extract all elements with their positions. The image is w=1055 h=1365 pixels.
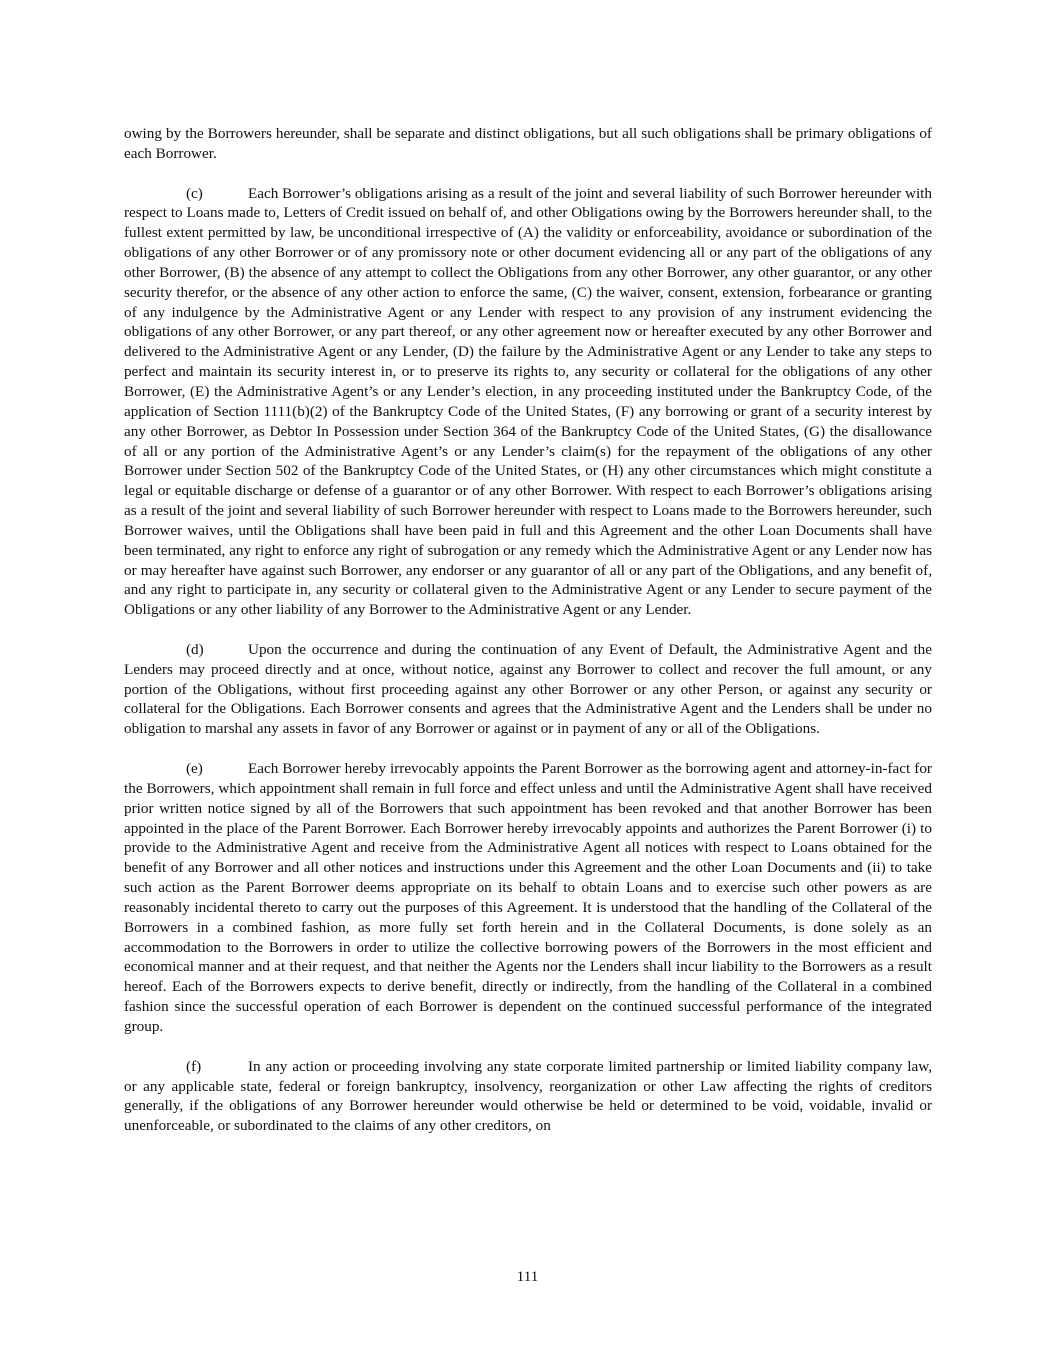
paragraph-text: In any action or proceeding involving any state corporate limited partnership or limited liability company law, or any applicable state, federal or foreign bankruptcy, insolvency, reorganization or other Law affecting the rights of creditors generally, if the obligations of any Borrower hereunder would otherwise be held or determined to be void, voidable, invalid or unenforceable, or subordinated to the claims of any other creditors, on: [124, 1057, 932, 1135]
paragraph-text: Each Borrower hereby irrevocably appoints the Parent Borrower as the borrowing agent and attorney-in-fact for the Borrowers, which appointment shall remain in full force and effect unless and until the Administrative Agent shall have received prior written notice signed by all of the Borrowers that such appointment has been revoked and that another Borrower has been appointed in the place of the Parent Borrower. Each Borrower hereby irrevocably appoints and authorizes the Parent Borrower (i) to provide to the Administrative Agent and receive from the Administrative Agent all notices with respect to Loans obtained for the benefit of any Borrower and all other notices and instructions under this Agreement and the other Loan Documents and (ii) to take such action as the Parent Borrower deems appropriate on its behalf to obtain Loans and to exercise such other powers as are reasonably incidental thereto to carry out the purposes of this Agreement. It is understood that the handling of the Collateral of the Borrowers in a combined fashion, as more fully set forth herein and in the Collateral Documents, is done solely as an accommodation to the Borrowers in order to utilize the collective borrowing powers of the Borrowers in the most efficient and economical manner and at their request, and that neither the Agents nor the Lenders shall incur liability to the Borrowers as a result hereof. Each of the Borrowers expects to derive benefit, directly or indirectly, from the handling of the Collateral in a combined fashion since the successful operation of each Borrower is dependent on the continued successful performance of the integrated group.: [124, 760, 932, 1035]
continuation-paragraph: owing by the Borrowers hereunder, shall be separate and distinct obligations, but all such obligations shall be primary obligations of each Borrower.: [124, 125, 932, 162]
paragraph-text: Each Borrower’s obligations arising as a result of the joint and several liability of such Borrower hereunder with respect to Loans made to, Letters of Credit issued on behalf of, and other Obligations owing by the Borrowers hereunder shall, to the fullest extent permitted by law, be unconditional irrespective of (A) the validity or enforceability, avoidance or subordination of the obligations of any other Borrower or of any promissory note or other document evidencing all or any part of the obligations of any other Borrower, (B) the absence of any attempt to collect the Obligations from any other Borrower, any other guarantor, or any other security therefor, or the absence of any other action to enforce the same, (C) the waiver, consent, extension, forbearance or granting of any indulgence by the Administrative Agent or any Lender with respect to any provision of any instrument evidencing the obligations of any other Borrower, or any part thereof, or any other agreement now or hereafter executed by any other Borrower and delivered to the Administrative Agent or any Lender, (D) the failure by the Administrative Agent or any Lender to take any steps to perfect and maintain its security interest in, or to preserve its rights to, any security or collateral for the obligations of any other Borrower, (E) the Administrative Agent’s or any Lender’s election, in any proceeding instituted under the Bankruptcy Code, of the application of Section 1111(b)(2) of the Bankruptcy Code of the United States, (F) any borrowing or grant of a security interest by any other Borrower, as Debtor In Possession under Section 364 of the Bankruptcy Code of the United States, (G) the disallowance of all or any portion of the Administrative Agent’s or any Lender’s claim(s) for the repayment of the obligations of any other Borrower under Section 502 of the Bankruptcy Code of the United States, or (H) any other circumstances which might constitute a legal or equitable discharge or defense of a guarantor or of any other Borrower. With respect to each Borrower’s obligations arising as a result of the joint and several liability of such Borrower hereunder with respect to Loans made to the Borrowers hereunder, such Borrower waives, until the Obligations shall have been paid in full and this Agreement and the other Loan Documents shall have been terminated, any right to enforce any right of subrogation or any remedy which the Administrative Agent or any Lender now has or may hereafter have against such Borrower, any endorser or any guarantor of all or any part of the Obligations, and any benefit of, and any right to participate in, any security or collateral given to the Administrative Agent or any Lender to secure payment of the Obligations or any other liability of any Borrower to the Administrative Agent or any Lender.: [124, 184, 932, 619]
page-number: 111: [516, 1268, 539, 1285]
document-page: [124, 124, 932, 1156]
paragraph-f: [124, 1057, 932, 1136]
paragraph-d: [124, 640, 932, 739]
paragraph-label: (e): [186, 760, 203, 777]
paragraph-label: (c): [186, 184, 203, 202]
paragraph-text: Upon the occurrence and during the continuation of any Event of Default, the Administrative Agent and the Lenders may proceed directly and at once, without notice, against any Borrower to collect and recover the full amount, or any portion of the Obligations, without first proceeding against any other Borrower or any other Person, or against any security or collateral for the Obligations. Each Borrower consents and agrees that the Administrative Agent and the Lenders shall be under no obligation to marshal any assets in favor of any Borrower or against or in payment of any or all of the Obligations.: [124, 640, 932, 738]
paragraph-label: (d): [186, 640, 204, 658]
paragraph-label: (f): [186, 1057, 202, 1075]
paragraph-e: [124, 759, 932, 1037]
paragraph-c: [124, 184, 932, 621]
